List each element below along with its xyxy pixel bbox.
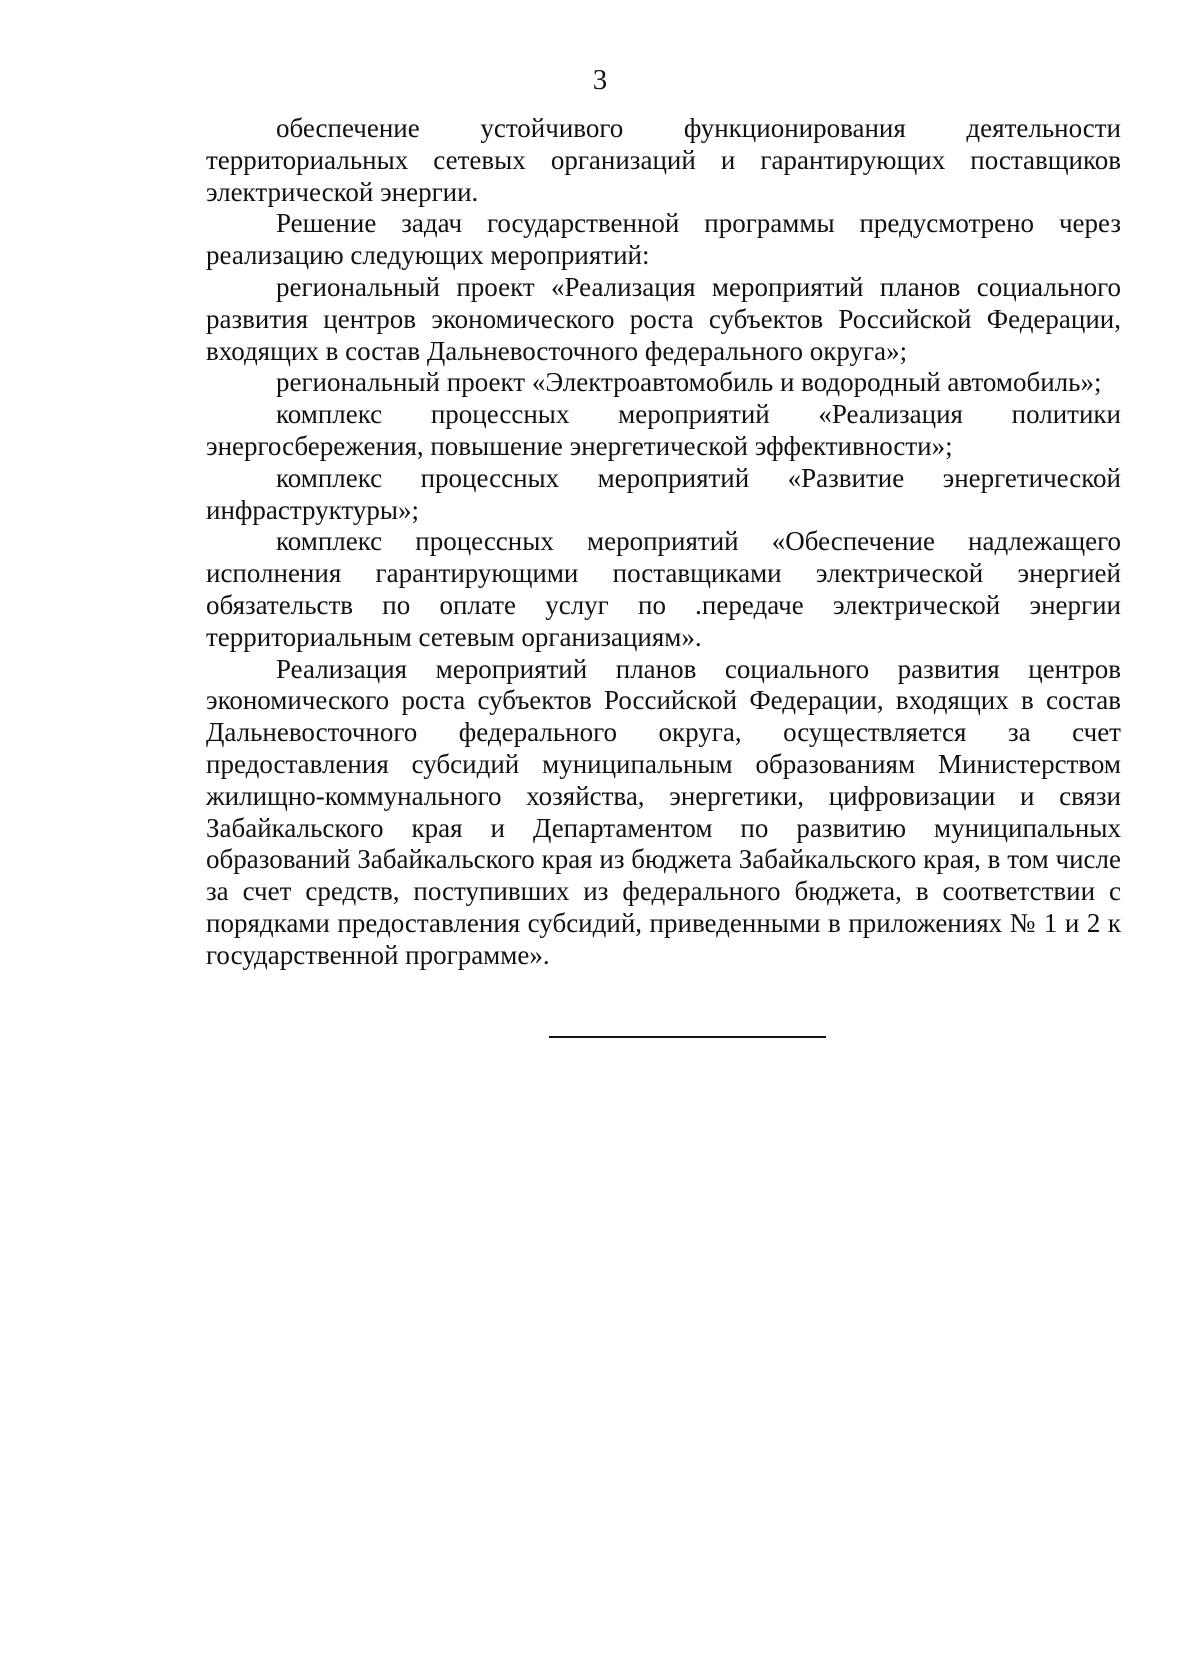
paragraph-implementation-subsidies: Реализация мероприятий планов социального развития центров экономического роста субъектов Российской Федерации, входящих в состав Дальневосточного федерального округа, осуществляется за счет предоставления субсидий муниципальным образованиям Министерством жилищно-коммунального хозяйства, энергетики, цифровизации и связи Забайкальского края и Департаментом по развитию муниципальных образований Забайкальского края из бюджета Забайкальского края, в том числе за счет средств, поступивших из федерального бюджета, в соответствии с порядками предоставления субсидий, приведенными в приложениях № 1 и 2 к государственной программе».: [206, 653, 1121, 970]
end-divider-line: [549, 1036, 826, 1038]
page-number: 3: [592, 64, 608, 96]
paragraph-complex-obligations: комплекс процессных мероприятий «Обеспечение надлежащего исполнения гарантирующими поставщиками электрической энергией обязательств по оплате услуг по .передаче электрической энергии территориальным сетевым организациям».: [206, 526, 1121, 652]
paragraph-regional-project-electric-car: региональный проект «Электроавтомобиль и водородный автомобиль»;: [276, 367, 1102, 398]
document-body: [206, 113, 1121, 972]
paragraph-regional-project-development-plans: региональный проект «Реализация мероприятий планов социального развития центров экономического роста субъектов Российской Федерации, входящих в состав Дальневосточного федерального округа»;: [206, 271, 1121, 366]
paragraph-complex-infrastructure: комплекс процессных мероприятий «Развитие энергетической инфраструктуры»;: [206, 462, 1121, 525]
paragraph-ensuring-operation: обеспечение устойчивого функционирования деятельности территориальных сетевых организаций и гарантирующих поставщиков электрической энергии.: [206, 113, 1121, 207]
paragraph-tasks-solution: Решение задач государственной программы предусмотрено через реализацию следующих мероприятий:: [206, 208, 1121, 271]
paragraph-complex-energy-saving: комплекс процессных мероприятий «Реализация политики энергосбережения, повышение энергетической эффективности»;: [206, 399, 1121, 461]
